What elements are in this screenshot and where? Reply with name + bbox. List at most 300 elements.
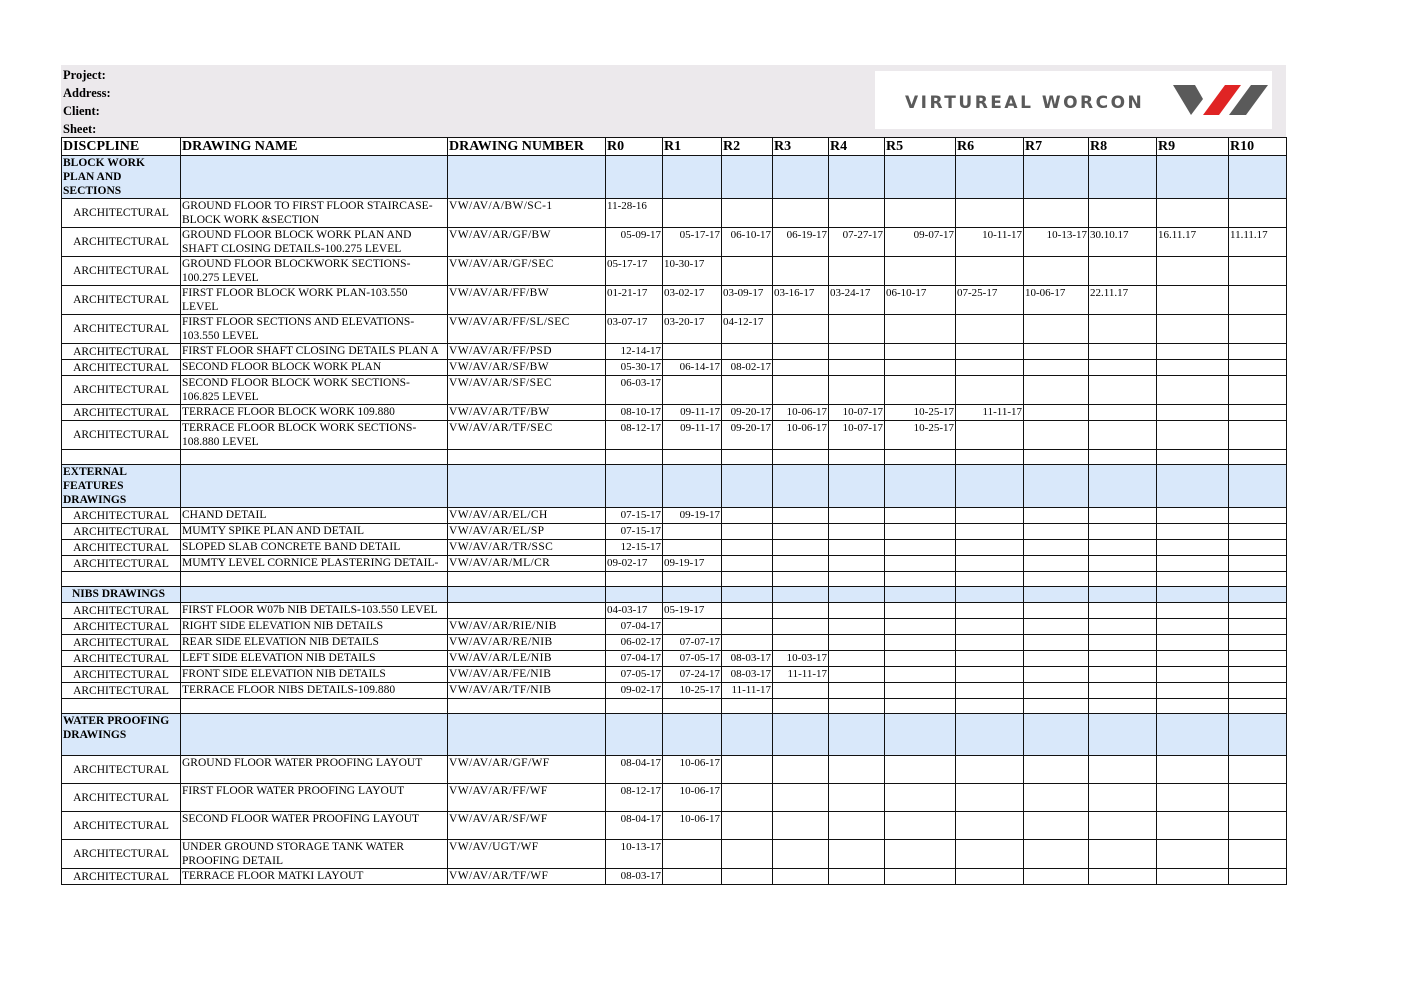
revision-r4-cell xyxy=(829,524,885,540)
revision-r6-cell xyxy=(956,603,1024,619)
blank-cell xyxy=(722,699,773,714)
table-row[interactable] xyxy=(62,360,1287,376)
revision-r9-cell xyxy=(1157,683,1229,699)
revision-r6-cell xyxy=(956,315,1024,344)
revision-r7-cell xyxy=(1024,651,1089,667)
revision-r5-cell: 09-07-17 xyxy=(885,228,956,257)
revision-r0-cell: 08-10-17 xyxy=(606,405,663,421)
column-header-drawing-name: DRAWING NAME xyxy=(181,138,448,156)
revision-r6-cell: 10-11-17 xyxy=(956,228,1024,257)
discipline-cell: ARCHITECTURAL xyxy=(62,784,181,812)
blank-cell xyxy=(1229,450,1287,465)
blank-cell xyxy=(885,572,956,587)
table-row[interactable] xyxy=(62,286,1287,315)
column-header-r2: R2 xyxy=(722,138,773,156)
revision-r8-cell xyxy=(1089,667,1157,683)
section-empty-cell xyxy=(722,156,773,199)
section-empty-cell xyxy=(1229,156,1287,199)
table-row[interactable] xyxy=(62,376,1287,405)
revision-r1-cell: 03-20-17 xyxy=(663,315,722,344)
section-empty-cell xyxy=(1229,465,1287,508)
section-empty-cell xyxy=(1089,465,1157,508)
table-row[interactable] xyxy=(62,540,1287,556)
revision-r2-cell xyxy=(722,524,773,540)
revision-r9-cell xyxy=(1157,603,1229,619)
revision-r2-cell xyxy=(722,784,773,812)
revision-r9-cell xyxy=(1157,840,1229,869)
revision-r2-cell xyxy=(722,556,773,572)
revision-r1-cell: 07-05-17 xyxy=(663,651,722,667)
revision-r2-cell xyxy=(722,540,773,556)
table-row[interactable] xyxy=(62,784,1287,812)
revision-r10-cell xyxy=(1229,360,1287,376)
section-empty-cell xyxy=(1089,156,1157,199)
drawing-number-cell: VW/AV/AR/GF/BW xyxy=(448,228,606,257)
table-row[interactable] xyxy=(62,315,1287,344)
revision-r8-cell xyxy=(1089,635,1157,651)
revision-r2-cell xyxy=(722,812,773,840)
revision-r10-cell xyxy=(1229,869,1287,885)
revision-r9-cell xyxy=(1157,667,1229,683)
project-info-labels xyxy=(63,66,111,138)
revision-r2-cell: 06-10-17 xyxy=(722,228,773,257)
blank-cell xyxy=(663,699,722,714)
blank-cell xyxy=(663,450,722,465)
revision-r8-cell xyxy=(1089,784,1157,812)
drawing-name-cell: MUMTY LEVEL CORNICE PLASTERING DETAIL- xyxy=(181,556,448,572)
revision-r8-cell xyxy=(1089,619,1157,635)
section-empty-cell xyxy=(606,587,663,603)
revision-r4-cell: 03-24-17 xyxy=(829,286,885,315)
revision-r0-cell: 12-15-17 xyxy=(606,540,663,556)
section-empty-cell xyxy=(829,714,885,756)
blank-cell xyxy=(1229,572,1287,587)
revision-r3-cell: 10-03-17 xyxy=(773,651,829,667)
table-row[interactable] xyxy=(62,344,1287,360)
revision-r8-cell xyxy=(1089,756,1157,784)
revision-r2-cell xyxy=(722,635,773,651)
revision-r0-cell: 10-13-17 xyxy=(606,840,663,869)
table-row[interactable] xyxy=(62,812,1287,840)
address-label: Address: xyxy=(63,86,111,100)
column-header-r8: R8 xyxy=(1089,138,1157,156)
revision-r4-cell xyxy=(829,635,885,651)
revision-r8-cell xyxy=(1089,540,1157,556)
revision-r4-cell xyxy=(829,540,885,556)
revision-r6-cell xyxy=(956,344,1024,360)
revision-r5-cell xyxy=(885,840,956,869)
revision-r7-cell xyxy=(1024,619,1089,635)
section-empty-cell xyxy=(885,714,956,756)
revision-r9-cell xyxy=(1157,199,1229,228)
section-empty-cell xyxy=(722,587,773,603)
revision-r3-cell xyxy=(773,683,829,699)
section-empty-cell xyxy=(956,156,1024,199)
blank-cell xyxy=(722,450,773,465)
revision-r2-cell: 08-03-17 xyxy=(722,651,773,667)
revision-r3-cell xyxy=(773,784,829,812)
drawing-number-cell: VW/AV/AR/TF/SEC xyxy=(448,421,606,450)
revision-r0-cell: 07-05-17 xyxy=(606,667,663,683)
revision-r9-cell xyxy=(1157,784,1229,812)
project-label: Project: xyxy=(63,68,106,82)
revision-r10-cell xyxy=(1229,667,1287,683)
table-row[interactable] xyxy=(62,603,1287,619)
column-header-discpline: DISCPLINE xyxy=(62,138,181,156)
drawing-name-cell: FIRST FLOOR SECTIONS AND ELEVATIONS-103.550 LEVEL xyxy=(181,315,448,344)
blank-cell xyxy=(1089,450,1157,465)
section-empty-cell xyxy=(181,465,448,508)
discipline-cell: ARCHITECTURAL xyxy=(62,315,181,344)
section-empty-cell xyxy=(448,714,606,756)
revision-r4-cell xyxy=(829,360,885,376)
revision-r5-cell xyxy=(885,619,956,635)
revision-r3-cell xyxy=(773,869,829,885)
revision-r0-cell: 01-21-17 xyxy=(606,286,663,315)
section-empty-cell xyxy=(773,465,829,508)
client-label: Client: xyxy=(63,104,100,118)
drawing-name-cell: GROUND FLOOR BLOCKWORK SECTIONS-100.275 LEVEL xyxy=(181,257,448,286)
revision-r0-cell: 04-03-17 xyxy=(606,603,663,619)
revision-r10-cell xyxy=(1229,603,1287,619)
table-row[interactable] xyxy=(62,651,1287,667)
section-empty-cell xyxy=(663,587,722,603)
section-row xyxy=(62,465,1287,508)
table-row[interactable] xyxy=(62,619,1287,635)
revision-r2-cell xyxy=(722,376,773,405)
revision-r4-cell xyxy=(829,756,885,784)
revision-r8-cell xyxy=(1089,421,1157,450)
drawing-register-sheet xyxy=(61,65,1286,885)
blank-cell xyxy=(1024,699,1089,714)
drawing-name-cell: LEFT SIDE ELEVATION NIB DETAILS xyxy=(181,651,448,667)
revision-r10-cell xyxy=(1229,756,1287,784)
section-empty-cell xyxy=(1089,587,1157,603)
revision-r4-cell xyxy=(829,812,885,840)
blank-cell xyxy=(829,450,885,465)
revision-r8-cell xyxy=(1089,840,1157,869)
table-row[interactable] xyxy=(62,257,1287,286)
section-row xyxy=(62,587,1287,603)
discipline-cell: ARCHITECTURAL xyxy=(62,869,181,885)
revision-r7-cell xyxy=(1024,315,1089,344)
discipline-cell: ARCHITECTURAL xyxy=(62,376,181,405)
section-empty-cell xyxy=(956,587,1024,603)
revision-r4-cell xyxy=(829,199,885,228)
revision-r7-cell xyxy=(1024,257,1089,286)
table-row[interactable] xyxy=(62,508,1287,524)
revision-r3-cell: 10-06-17 xyxy=(773,421,829,450)
table-row[interactable] xyxy=(62,869,1287,885)
table-row[interactable] xyxy=(62,199,1287,228)
section-empty-cell xyxy=(773,156,829,199)
revision-r8-cell xyxy=(1089,651,1157,667)
discipline-cell: ARCHITECTURAL xyxy=(62,421,181,450)
discipline-cell: ARCHITECTURAL xyxy=(62,360,181,376)
blank-cell xyxy=(181,572,448,587)
revision-r0-cell: 08-04-17 xyxy=(606,756,663,784)
section-empty-cell xyxy=(773,587,829,603)
discipline-cell: ARCHITECTURAL xyxy=(62,540,181,556)
revision-r2-cell xyxy=(722,199,773,228)
table-row[interactable] xyxy=(62,683,1287,699)
revision-r0-cell: 07-04-17 xyxy=(606,619,663,635)
blank-cell xyxy=(773,572,829,587)
section-empty-cell xyxy=(1229,587,1287,603)
revision-r3-cell: 03-16-17 xyxy=(773,286,829,315)
section-empty-cell xyxy=(829,587,885,603)
revision-r8-cell xyxy=(1089,508,1157,524)
revision-r4-cell xyxy=(829,840,885,869)
blank-cell xyxy=(885,699,956,714)
section-empty-cell xyxy=(606,465,663,508)
table-row[interactable] xyxy=(62,635,1287,651)
revision-r4-cell xyxy=(829,869,885,885)
section-title: NIBS DRAWINGS xyxy=(62,587,181,603)
revision-r5-cell xyxy=(885,376,956,405)
table-row[interactable] xyxy=(62,756,1287,784)
section-empty-cell xyxy=(448,587,606,603)
revision-r9-cell xyxy=(1157,635,1229,651)
revision-r1-cell: 06-14-17 xyxy=(663,360,722,376)
revision-r7-cell xyxy=(1024,603,1089,619)
section-empty-cell xyxy=(448,156,606,199)
discipline-cell: ARCHITECTURAL xyxy=(62,840,181,869)
revision-r7-cell xyxy=(1024,635,1089,651)
drawing-number-cell: VW/AV/AR/SF/BW xyxy=(448,360,606,376)
revision-r9-cell xyxy=(1157,405,1229,421)
blank-cell xyxy=(773,450,829,465)
revision-r9-cell xyxy=(1157,869,1229,885)
revision-r7-cell xyxy=(1024,667,1089,683)
revision-r5-cell xyxy=(885,667,956,683)
discipline-cell: ARCHITECTURAL xyxy=(62,603,181,619)
revision-r3-cell xyxy=(773,257,829,286)
blank-cell xyxy=(663,572,722,587)
section-empty-cell xyxy=(1024,465,1089,508)
discipline-cell: ARCHITECTURAL xyxy=(62,228,181,257)
company-logo xyxy=(875,71,1272,129)
revision-r10-cell xyxy=(1229,524,1287,540)
revision-r2-cell xyxy=(722,344,773,360)
drawing-number-cell: VW/AV/AR/FE/NIB xyxy=(448,667,606,683)
revision-r0-cell: 07-15-17 xyxy=(606,508,663,524)
revision-r3-cell xyxy=(773,840,829,869)
revision-r1-cell xyxy=(663,540,722,556)
revision-r4-cell: 10-07-17 xyxy=(829,405,885,421)
revision-r2-cell xyxy=(722,840,773,869)
revision-r4-cell: 07-27-17 xyxy=(829,228,885,257)
revision-r6-cell xyxy=(956,840,1024,869)
discipline-cell: ARCHITECTURAL xyxy=(62,667,181,683)
revision-r4-cell xyxy=(829,683,885,699)
revision-r6-cell xyxy=(956,667,1024,683)
revision-r3-cell xyxy=(773,508,829,524)
revision-r5-cell xyxy=(885,683,956,699)
revision-r1-cell xyxy=(663,376,722,405)
table-row[interactable] xyxy=(62,556,1287,572)
section-row xyxy=(62,714,1287,756)
revision-r10-cell xyxy=(1229,784,1287,812)
section-empty-cell xyxy=(1024,156,1089,199)
revision-r1-cell xyxy=(663,840,722,869)
revision-r10-cell xyxy=(1229,619,1287,635)
revision-r0-cell: 08-12-17 xyxy=(606,421,663,450)
table-row[interactable] xyxy=(62,524,1287,540)
revision-r9-cell xyxy=(1157,524,1229,540)
revision-r2-cell: 09-20-17 xyxy=(722,405,773,421)
section-empty-cell xyxy=(181,587,448,603)
revision-r2-cell xyxy=(722,756,773,784)
revision-r5-cell: 06-10-17 xyxy=(885,286,956,315)
drawing-name-cell: FIRST FLOOR W07b NIB DETAILS-103.550 LEVEL xyxy=(181,603,448,619)
revision-r5-cell: 10-25-17 xyxy=(885,421,956,450)
blank-cell xyxy=(1024,450,1089,465)
revision-r7-cell xyxy=(1024,508,1089,524)
revision-r3-cell xyxy=(773,635,829,651)
blank-cell xyxy=(62,572,181,587)
revision-r8-cell xyxy=(1089,812,1157,840)
discipline-cell: ARCHITECTURAL xyxy=(62,199,181,228)
revision-r4-cell xyxy=(829,651,885,667)
drawing-number-cell: VW/AV/AR/GF/WF xyxy=(448,756,606,784)
revision-r3-cell xyxy=(773,556,829,572)
blank-row xyxy=(62,572,1287,587)
revision-r8-cell xyxy=(1089,199,1157,228)
column-header-r6: R6 xyxy=(956,138,1024,156)
revision-r9-cell xyxy=(1157,360,1229,376)
blank-cell xyxy=(885,450,956,465)
drawing-number-cell: VW/AV/AR/FF/PSD xyxy=(448,344,606,360)
revision-r10-cell xyxy=(1229,257,1287,286)
revision-r0-cell: 07-04-17 xyxy=(606,651,663,667)
revision-r1-cell: 07-07-17 xyxy=(663,635,722,651)
blank-cell xyxy=(829,699,885,714)
revision-r0-cell: 06-02-17 xyxy=(606,635,663,651)
column-header-r5: R5 xyxy=(885,138,956,156)
drawing-number-cell: VW/AV/AR/FF/SL/SEC xyxy=(448,315,606,344)
revision-r7-cell xyxy=(1024,869,1089,885)
revision-r3-cell xyxy=(773,199,829,228)
revision-r9-cell xyxy=(1157,812,1229,840)
table-row[interactable] xyxy=(62,228,1287,257)
section-title: WATER PROOFING DRAWINGS xyxy=(62,714,181,756)
revision-r1-cell: 09-11-17 xyxy=(663,405,722,421)
drawing-name-cell: SECOND FLOOR BLOCK WORK PLAN xyxy=(181,360,448,376)
drawing-number-cell: VW/AV/AR/SF/SEC xyxy=(448,376,606,405)
table-row[interactable] xyxy=(62,840,1287,869)
drawing-name-cell: SECOND FLOOR BLOCK WORK SECTIONS-106.825 LEVEL xyxy=(181,376,448,405)
table-header-row xyxy=(62,138,1287,156)
column-header-r9: R9 xyxy=(1157,138,1229,156)
table-row[interactable] xyxy=(62,421,1287,450)
revision-r7-cell xyxy=(1024,360,1089,376)
revision-r3-cell xyxy=(773,524,829,540)
table-row[interactable] xyxy=(62,405,1287,421)
revision-r10-cell xyxy=(1229,540,1287,556)
drawing-name-cell: MUMTY SPIKE PLAN AND DETAIL xyxy=(181,524,448,540)
revision-r1-cell: 09-19-17 xyxy=(663,556,722,572)
revision-r10-cell xyxy=(1229,286,1287,315)
revision-r10-cell xyxy=(1229,376,1287,405)
revision-r10-cell: 11.11.17 xyxy=(1229,228,1287,257)
column-header-r0: R0 xyxy=(606,138,663,156)
revision-r5-cell xyxy=(885,257,956,286)
blank-cell xyxy=(448,450,606,465)
revision-r10-cell xyxy=(1229,651,1287,667)
blank-cell xyxy=(1024,572,1089,587)
revision-r2-cell: 08-02-17 xyxy=(722,360,773,376)
drawing-name-cell: GROUND FLOOR TO FIRST FLOOR STAIRCASE-BLOCK WORK &SECTION xyxy=(181,199,448,228)
revision-r10-cell xyxy=(1229,421,1287,450)
blank-cell xyxy=(606,699,663,714)
revision-r1-cell: 07-24-17 xyxy=(663,667,722,683)
drawing-number-cell: VW/AV/A/BW/SC-1 xyxy=(448,199,606,228)
revision-r6-cell xyxy=(956,619,1024,635)
table-row[interactable] xyxy=(62,667,1287,683)
drawing-name-cell: FRONT SIDE ELEVATION NIB DETAILS xyxy=(181,667,448,683)
section-empty-cell xyxy=(1089,714,1157,756)
revision-r3-cell xyxy=(773,812,829,840)
revision-r5-cell xyxy=(885,756,956,784)
revision-r5-cell xyxy=(885,344,956,360)
revision-r3-cell xyxy=(773,376,829,405)
revision-r9-cell xyxy=(1157,286,1229,315)
blank-cell xyxy=(448,572,606,587)
drawing-name-cell: REAR SIDE ELEVATION NIB DETAILS xyxy=(181,635,448,651)
revision-r10-cell xyxy=(1229,556,1287,572)
section-title: EXTERNAL FEATURES DRAWINGS xyxy=(62,465,181,508)
blank-cell xyxy=(181,699,448,714)
revision-r5-cell xyxy=(885,360,956,376)
revision-r1-cell: 10-30-17 xyxy=(663,257,722,286)
discipline-cell: ARCHITECTURAL xyxy=(62,683,181,699)
revision-r0-cell: 07-15-17 xyxy=(606,524,663,540)
revision-r8-cell: 22.11.17 xyxy=(1089,286,1157,315)
revision-r7-cell: 10-06-17 xyxy=(1024,286,1089,315)
blank-cell xyxy=(956,699,1024,714)
section-empty-cell xyxy=(606,156,663,199)
revision-r10-cell xyxy=(1229,812,1287,840)
revision-r1-cell xyxy=(663,199,722,228)
section-empty-cell xyxy=(181,714,448,756)
revision-r7-cell xyxy=(1024,812,1089,840)
revision-r8-cell: 30.10.17 xyxy=(1089,228,1157,257)
revision-r6-cell xyxy=(956,869,1024,885)
revision-r1-cell: 03-02-17 xyxy=(663,286,722,315)
revision-r1-cell xyxy=(663,619,722,635)
revision-r1-cell: 10-06-17 xyxy=(663,756,722,784)
revision-r5-cell xyxy=(885,635,956,651)
revision-r0-cell: 03-07-17 xyxy=(606,315,663,344)
drawing-number-cell: VW/AV/AR/GF/SEC xyxy=(448,257,606,286)
drawing-number-cell: VW/AV/AR/ML/CR xyxy=(448,556,606,572)
revision-r6-cell xyxy=(956,756,1024,784)
revision-r6-cell xyxy=(956,360,1024,376)
revision-r7-cell xyxy=(1024,556,1089,572)
drawing-number-cell: VW/AV/AR/TF/WF xyxy=(448,869,606,885)
revision-r6-cell xyxy=(956,635,1024,651)
revision-r7-cell xyxy=(1024,840,1089,869)
drawing-number-cell: VW/AV/UGT/WF xyxy=(448,840,606,869)
blank-cell xyxy=(1089,699,1157,714)
revision-r2-cell xyxy=(722,257,773,286)
revision-r4-cell xyxy=(829,376,885,405)
discipline-cell: ARCHITECTURAL xyxy=(62,556,181,572)
revision-r6-cell xyxy=(956,376,1024,405)
section-empty-cell xyxy=(1024,714,1089,756)
revision-r7-cell xyxy=(1024,683,1089,699)
